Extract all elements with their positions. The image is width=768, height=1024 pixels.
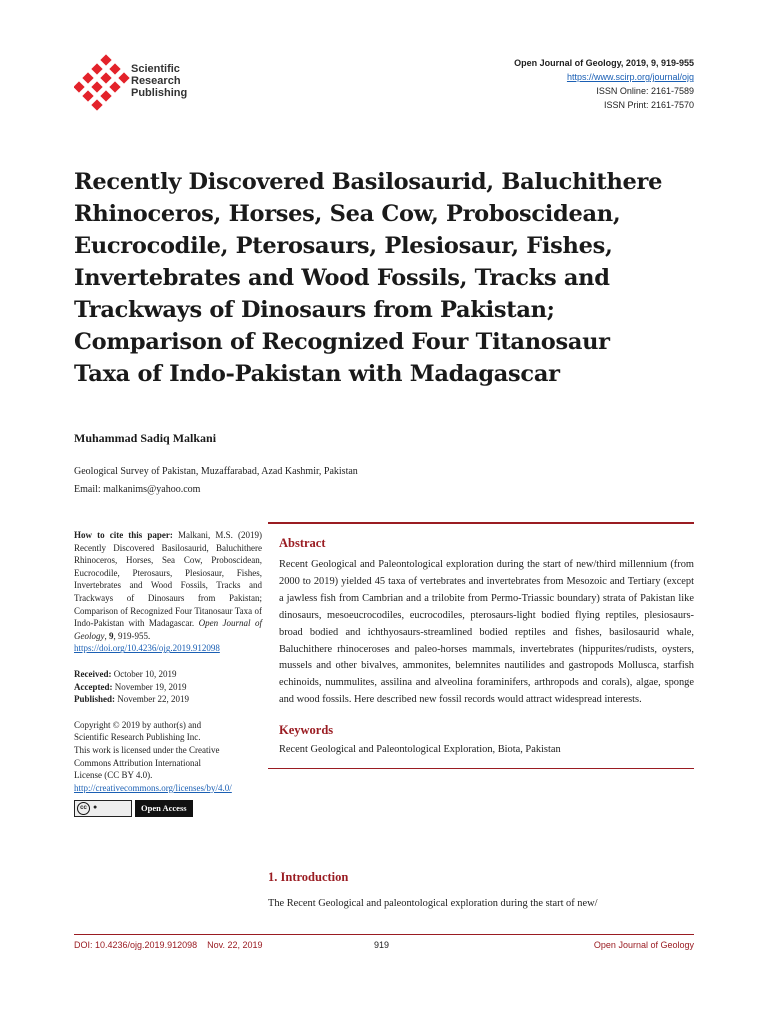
keywords-text: Recent Geological and Paleontological Exploration, Biota, Pakistan xyxy=(279,744,561,756)
abstract-section xyxy=(268,522,694,769)
introduction-heading: 1. Introduction xyxy=(268,870,349,884)
cc-by-badge[interactable] xyxy=(74,800,132,817)
how-to-cite: How to cite this paper: Malkani, M.S. (2019) Recently Discovered Basilosaurid, Baluchithere Rhinoceros, Horses, Sea Cow, Proboscidean, Eucrocodile, Pterosaurs, Plesiosaur, Fishes, Invertebrates and Wood Fossils, Tracks and Trackways of Dinosaurs from Pakistan; Comparison of Recognized Four Titanosaur Taxa of Indo-Pakistan with Madagascar. Open Journal of Geology, 9, 919-955. https://doi.org/10.4236/ojg.2019.912098 xyxy=(74,530,262,654)
issn-print: ISSN Print: 2161-7570 xyxy=(603,100,694,110)
page-number: 919 xyxy=(374,940,390,950)
author-name: Muhammad Sadiq Malkani xyxy=(74,431,217,445)
open-access-badge[interactable]: Open Access xyxy=(135,800,193,817)
journal-citation: Open Journal of Geology, 2019, 9, 919-955 xyxy=(514,58,694,68)
creative-commons-icon: cc xyxy=(77,802,90,815)
paper-title: Recently Discovered Basilosaurid, Baluchithere Rhinoceros, Horses, Sea Cow, Proboscidean, Eucrocodile, Pterosaurs, Plesiosaur, Fishes, Invertebrates and Wood Fossils, Tracks and Trackways of Dinosaurs from Pakistan; Comparison of Recognized Four Titanosaur Taxa of Indo-Pakistan with Madagascar xyxy=(74,169,663,387)
license-badges xyxy=(74,800,262,817)
affiliation-block xyxy=(74,463,358,499)
author-email[interactable]: Email: malkanims@yahoo.com xyxy=(74,484,201,495)
article-sidebar xyxy=(74,529,262,817)
publisher-name: Scientific Research Publishing xyxy=(131,63,188,99)
footer-journal-name: Open Journal of Geology xyxy=(593,940,694,950)
article-dates: Received: October 10, 2019 Accepted: November 19, 2019 Published: November 22, 2019 xyxy=(74,668,190,705)
copyright-notice: Copyright © 2019 by author(s) and Scientific Research Publishing Inc. This work is licensed under the Creative Commons Attribution International License (CC BY 4.0). http://creativecommons.org/licenses/by/4.0/ xyxy=(74,719,232,793)
by-icon: ● xyxy=(93,804,98,812)
journal-url-link[interactable]: https://www.scirp.org/journal/ojg xyxy=(566,72,694,82)
abstract-text: Recent Geological and Paleontological exploration during the start of new/third millennium (from 2000 to 2019) yielded 45 taxa of vertebrates and invertebrates from Mesozoic and Tertiary (except a jawless fish from Cambrian and a trilobite from Permo-Triassic boundary) strata of Pakistan like dinosaurs, mesoeucrocodiles, eucrocodiles, pterosaurs-light bodied flying reptiles, plesiosaurs-broad bodied and ichthyosaurs-streamlined bodied reptiles and fishes, basilosaurid whale, Baluchithere rhinoceroses and paleo-horses mammals, invertebrates (hippurites/rudists, oysters, mussels and other bivalves, ammonites, belemnites nautilides and gastropods Mollusca, starfish echinoids, nummulites, assilina and alveolina foraminifers, arthropods and corals), algae, sponge and wood fossils. Here described new fossil records would attract widespread interests. xyxy=(279,559,694,706)
affiliation: Geological Survey of Pakistan, Muzaffarabad, Azad Kashmir, Pakistan xyxy=(74,466,358,477)
abstract-top-rule xyxy=(268,522,694,524)
abstract-heading: Abstract xyxy=(279,536,326,550)
license-link[interactable]: http://creativecommons.org/licenses/by/4.0/ xyxy=(74,782,232,793)
keywords-bottom-rule xyxy=(268,768,694,769)
footer-doi: DOI: 10.4236/ojg.2019.912098 Nov. 22, 2019 xyxy=(74,940,263,950)
issn-online: ISSN Online: 2161-7589 xyxy=(596,86,694,96)
journal-info xyxy=(514,56,694,112)
footer-rule xyxy=(74,934,694,935)
keywords-heading: Keywords xyxy=(279,723,334,738)
doi-link[interactable]: https://doi.org/10.4236/ojg.2019.912098 xyxy=(74,643,220,654)
introduction-text: The Recent Geological and paleontological exploration during the start of new/ xyxy=(268,898,598,909)
